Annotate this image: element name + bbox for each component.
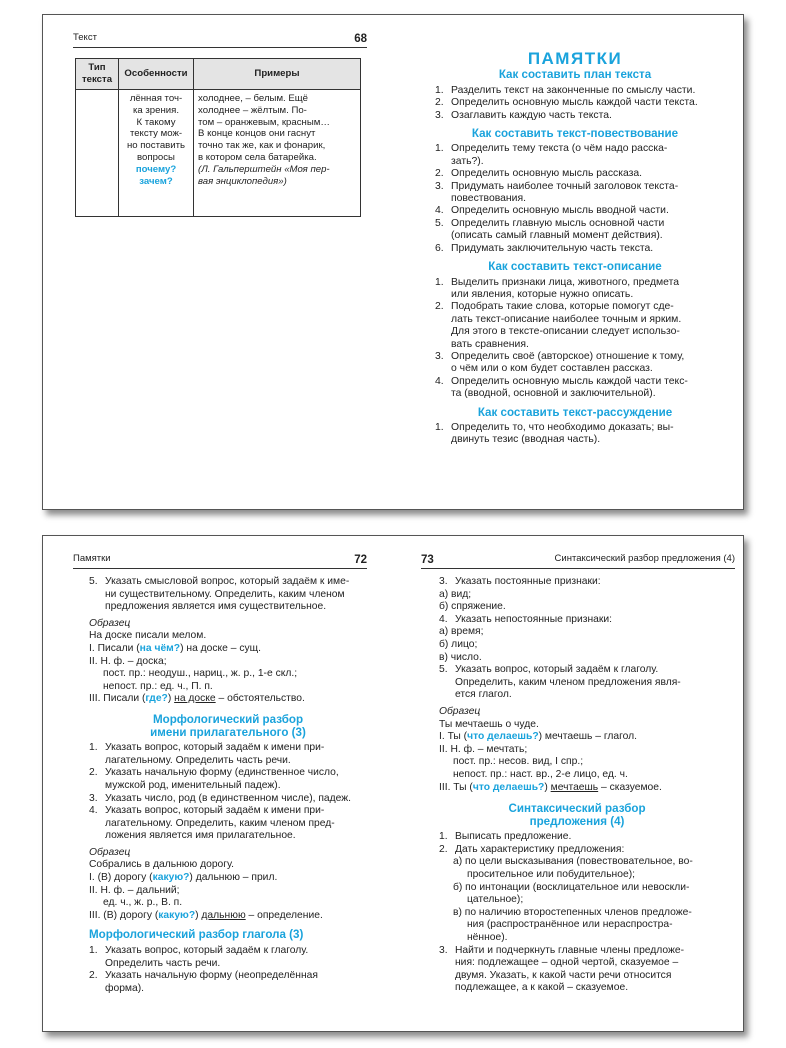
sub-item: б) спряжение. bbox=[439, 601, 506, 613]
list-item: 3. Найти и подчеркнуть главные члены предложе- ния: подлежащее – одной чертой, сказуемое – двумя. Указать, к какой части речи относится подлежащее, а к какой – сказуемое. bbox=[439, 944, 685, 994]
list-item: 6. Придумать заключительную часть текста. bbox=[435, 242, 654, 254]
source-citation: (Л. Гальперштейн «Моя пер- bbox=[198, 163, 330, 175]
page-68 bbox=[43, 15, 393, 509]
question-word: зачем? bbox=[139, 175, 173, 187]
parse-line: I. (В) дорогу (какую?) дальнюю – прил. bbox=[89, 872, 278, 884]
section-title: Как составить текст-описание bbox=[488, 260, 662, 274]
book-spread-bottom bbox=[42, 535, 744, 1032]
header-title: Памятки bbox=[73, 553, 111, 565]
list-item: 1. Указать вопрос, который задаём к имени при- лагательному. Определить часть речи. bbox=[89, 742, 325, 766]
list-item: 2. Определить основную мысль рассказа. bbox=[435, 168, 643, 180]
syntax-list bbox=[439, 831, 715, 856]
cell-line: том – оранжевым, красным… bbox=[198, 116, 330, 128]
parse-line: I. Писали (на чём?) на доске – сущ. bbox=[89, 642, 261, 654]
parse-line: II. Н. ф. – мечтать; bbox=[439, 743, 528, 755]
sub-item: б) по интонации (восклицательное или невоскли- цательное); bbox=[453, 881, 690, 906]
page-number: 68 bbox=[354, 33, 367, 46]
header-title: Текст bbox=[73, 32, 97, 44]
page-pamyatki bbox=[393, 15, 743, 509]
table-cell bbox=[119, 90, 194, 217]
section-title: Синтаксический разбор bbox=[508, 802, 646, 816]
sub-item: б) лицо; bbox=[439, 638, 478, 650]
parse-line: I. Ты (что делаешь?) мечтаешь – глагол. bbox=[439, 731, 638, 743]
verb-list-cont bbox=[439, 576, 715, 589]
noun-list-cont bbox=[89, 576, 367, 614]
parse-line: III. Ты (что делаешь?) мечтаешь – сказуемое. bbox=[439, 781, 662, 793]
parse-line: II. Н. ф. – дальний; bbox=[89, 884, 180, 896]
cell-line: ка зрения. bbox=[133, 104, 179, 116]
page-72 bbox=[43, 536, 393, 1031]
verb-list-cont3 bbox=[439, 664, 715, 702]
list-item: 1. Определить тему текста (о чём надо расска- зать?). bbox=[435, 143, 668, 167]
adjective-list bbox=[89, 742, 367, 843]
source-citation: вая энциклопедия») bbox=[198, 175, 287, 187]
list-item: 2. Определить основную мысль каждой части текста. bbox=[435, 97, 698, 109]
table-cell bbox=[76, 90, 119, 217]
cell-line: тексту мож- bbox=[129, 128, 183, 140]
cell-line: но поставить bbox=[126, 140, 186, 152]
section-title: имени прилагательного (3) bbox=[150, 725, 306, 739]
section-title: Как составить план текста bbox=[498, 68, 652, 82]
cell-line: вопросы bbox=[137, 151, 175, 163]
sample-label: Образец bbox=[89, 617, 131, 629]
list-item: 5. Определить главную мысль основной части (описать самый главный момент действия). bbox=[435, 217, 665, 242]
reasoning-list bbox=[435, 422, 715, 447]
column-header: Примеры bbox=[194, 59, 361, 90]
list-item: 2. Подобрать такие слова, которые помогут сде- лать текст-описание наиболее точным и ярким. Для этого в тексте-описании следует использо- вать сравнения. bbox=[435, 301, 682, 350]
text-types-table bbox=[75, 58, 361, 217]
parse-line: непост. пр.: ед. ч., П. п. bbox=[103, 680, 213, 692]
plan-list bbox=[435, 85, 715, 122]
list-item: 1. Выделить признаки лица, животного, предмета или явления, которые нужно описать. bbox=[435, 276, 680, 300]
verb-list-cont2 bbox=[439, 614, 715, 627]
list-item: 1. Указать вопрос, который задаём к глаголу. Определить часть речи. bbox=[89, 945, 309, 969]
list-item: 5. Указать вопрос, который задаём к глаголу. Определить, каким членом предложения явля- ется глагол. bbox=[439, 664, 681, 701]
list-item: 5. Указать смысловой вопрос, который задаём к име- ни существительному. Определить, каким членом предложения является имя существительное. bbox=[89, 576, 350, 613]
list-item: 3. Указать число, род (в единственном числе), падеж. bbox=[89, 792, 352, 804]
narration-list bbox=[435, 143, 715, 255]
table-row bbox=[76, 90, 361, 217]
section-title: Как составить текст-рассуждение bbox=[477, 405, 673, 419]
list-item: 3. Озаглавить каждую часть текста. bbox=[435, 109, 612, 121]
cell-line: лённая точ- bbox=[129, 93, 183, 104]
syntax-list-cont bbox=[439, 945, 715, 995]
list-item: 4. Определить основную мысль вводной части. bbox=[435, 205, 669, 217]
parse-line: III. (В) дорогу (какую?) дальнюю – определение. bbox=[89, 909, 323, 921]
section-title: Морфологический разбор bbox=[152, 712, 304, 726]
list-item: 1. Выписать предложение. bbox=[439, 831, 572, 843]
example-sentence: Ты мечтаешь о чуде. bbox=[439, 718, 539, 730]
cell-line: точно так же, как и фонарик, bbox=[198, 140, 326, 152]
list-item: 2. Дать характеристику предложения: bbox=[439, 843, 625, 855]
running-header bbox=[421, 554, 735, 569]
sample-label: Образец bbox=[439, 705, 481, 717]
parse-line: ед. ч., ж. р., В. п. bbox=[103, 897, 183, 909]
sub-item: а) по цели высказывания (повествовательное, во- просительное или побудительное); bbox=[453, 856, 693, 881]
list-item: 1. Разделить текст на законченные по смыслу части. bbox=[435, 84, 696, 96]
question-word: почему? bbox=[135, 163, 177, 175]
column-header: Особенности bbox=[119, 59, 194, 90]
list-item: 2. Указать начальную форму (неопределённая форма). bbox=[89, 970, 318, 994]
parse-line: II. Н. ф. – доска; bbox=[89, 655, 167, 667]
sub-item: а) вид; bbox=[439, 588, 472, 600]
sub-item: а) время; bbox=[439, 626, 484, 638]
example-sentence: На доске писали мелом. bbox=[89, 630, 207, 642]
page-title: ПАМЯТКИ bbox=[527, 49, 623, 68]
list-item: 4. Указать непостоянные признаки: bbox=[439, 613, 613, 625]
cell-line: в котором села батарейка. bbox=[198, 151, 317, 163]
header-title: Синтаксический разбор предложения (4) bbox=[554, 553, 735, 565]
list-item: 2. Указать начальную форму (единственное число, мужской род, именительный падеж). bbox=[89, 767, 339, 791]
parse-line: пост. пр.: неодуш., нариц., ж. р., 1-е скл.; bbox=[103, 668, 298, 680]
page-number: 72 bbox=[354, 554, 367, 567]
cell-line: холоднее, – белым. Ещё bbox=[198, 93, 308, 104]
verb-list bbox=[89, 945, 367, 995]
book-spread-top bbox=[42, 14, 744, 510]
running-header bbox=[73, 33, 367, 48]
list-item: 3. Придумать наиболее точный заголовок текста- повествования. bbox=[435, 180, 679, 205]
parse-line: III. Писали (где?) на доске – обстоятельство. bbox=[89, 693, 305, 705]
cell-line: К такому bbox=[136, 116, 176, 128]
example-sentence: Собрались в дальнюю дорогу. bbox=[89, 859, 235, 871]
list-item: 3. Указать постоянные признаки: bbox=[439, 576, 601, 587]
section-title: Морфологический разбор глагола (3) bbox=[89, 928, 304, 942]
sample-label: Образец bbox=[89, 846, 131, 858]
parse-line: пост. пр.: несов. вид, I спр.; bbox=[453, 756, 584, 768]
sub-item: в) по наличию второстепенных членов предложе- ния (распространённое или нераспростра- нённое). bbox=[453, 906, 692, 944]
list-item: 1. Определить то, что необходимо доказать; вы- двинуть тезис (вводная часть). bbox=[435, 421, 674, 446]
list-item: 4. Указать вопрос, который задаём к имени при- лагательному. Определить, каким членом пред- ложения является имя прилагательное. bbox=[89, 805, 335, 842]
parse-line: непост. пр.: наст. вр., 2-е лицо, ед. ч. bbox=[453, 768, 628, 780]
list-item: 4. Определить основную мысль каждой части текс- та (вводной, основной и заключительной). bbox=[435, 375, 688, 400]
section-title: предложения (4) bbox=[529, 814, 625, 828]
cell-line: холоднее – жёлтым. По- bbox=[198, 104, 307, 116]
section-title: Как составить текст-повествование bbox=[471, 127, 679, 141]
sub-item: в) число. bbox=[439, 651, 482, 663]
page-73 bbox=[393, 536, 743, 1031]
column-header: Тип текста bbox=[76, 59, 119, 90]
table-header-row bbox=[76, 59, 361, 90]
cell-line: В конце концов они гаснут bbox=[198, 128, 316, 140]
page-number: 73 bbox=[421, 554, 434, 567]
description-list bbox=[435, 277, 715, 401]
list-item: 3. Определить своё (авторское) отношение к тому, о чём или о ком будет составлен рассказ. bbox=[435, 350, 685, 375]
table-cell bbox=[194, 90, 361, 217]
running-header bbox=[73, 554, 367, 569]
